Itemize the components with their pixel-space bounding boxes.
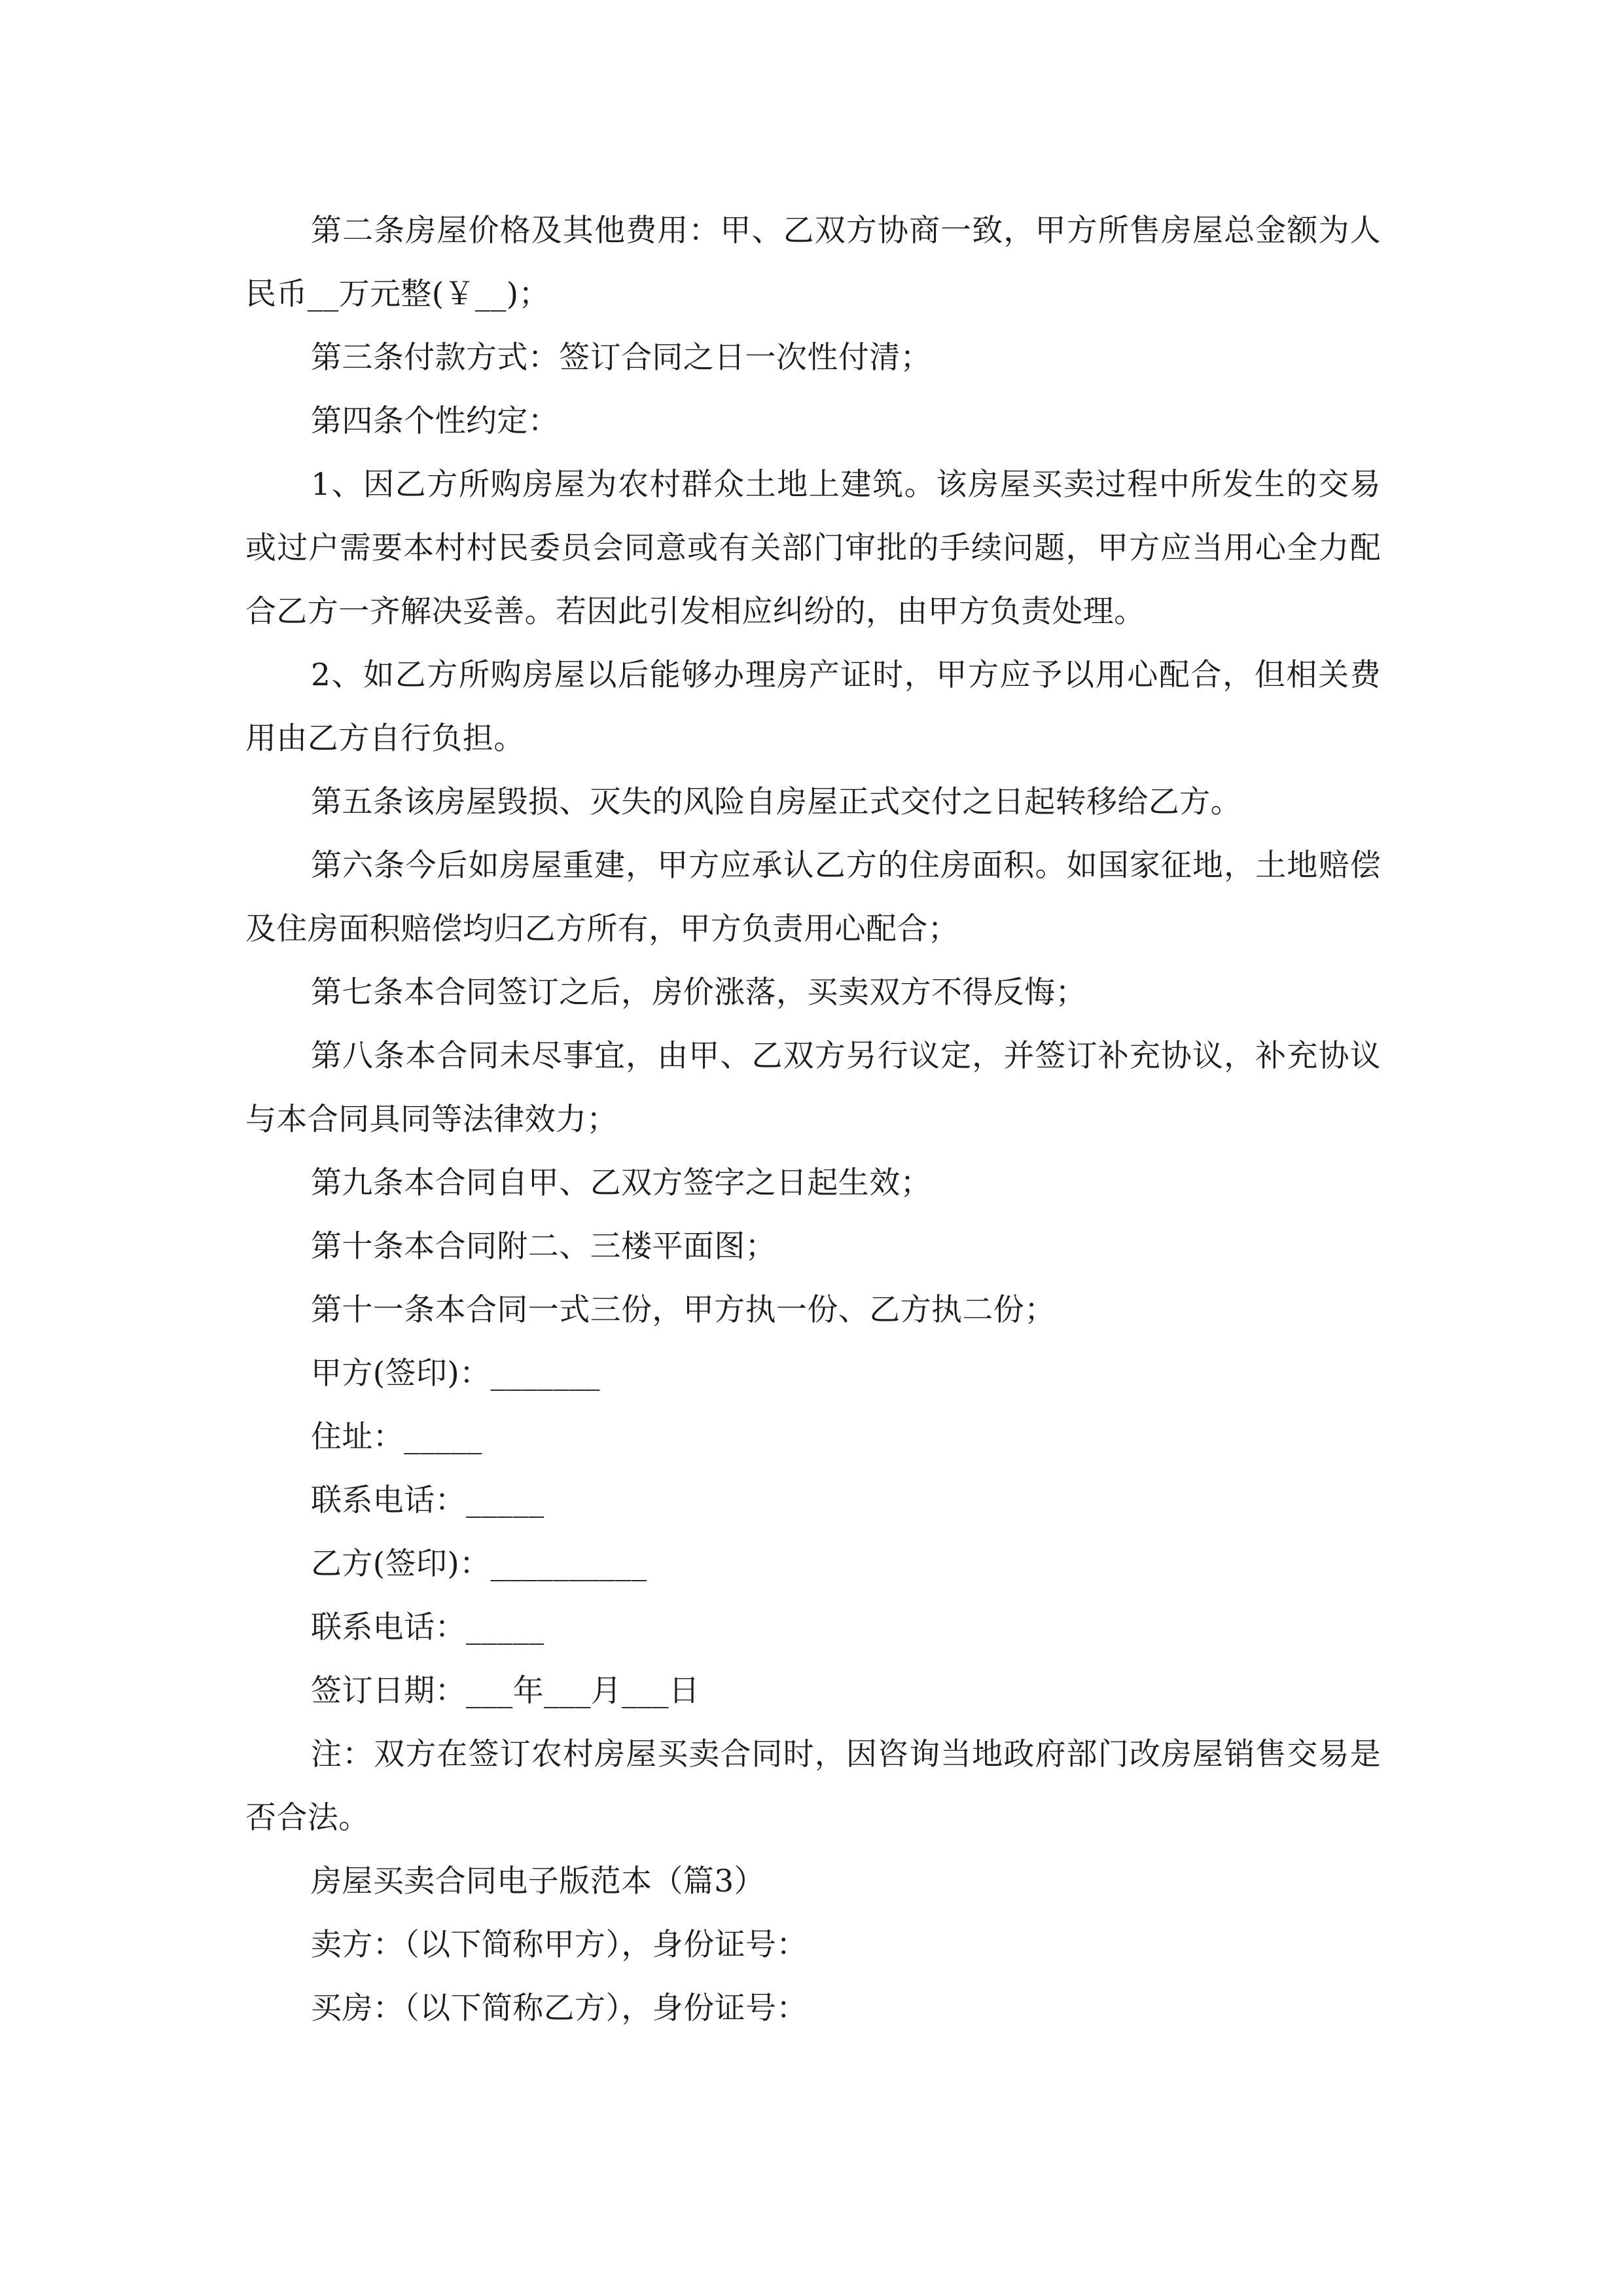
seller-line: 卖方：（以下简称甲方），身份证号： [311,1927,808,1963]
clause-6-rebuild: 第六条今后如房屋重建，甲方应承认乙方的住房面积。如国家征地，土地赔偿及住房面积赔偿均归乙方所有，甲方负责用心配合； [245,848,1381,947]
buyer-line: 买房：（以下简称乙方），身份证号： [311,1990,808,2026]
clause-4-heading: 第四条个性约定： [311,403,560,439]
clause-4-item-2: 2、如乙方所购房屋以后能够办理房产证时，甲方应予以用心配合，但相关费用由乙方自行负担。 [245,657,1381,757]
document-body [245,199,1381,2040]
clause-9-effective: 第九条本合同自甲、乙双方签字之日起生效； [311,1165,931,1201]
phone-line-a: 联系电话：_____ [311,1482,544,1518]
clause-4-item-1: 1、因乙方所购房屋为农村群众土地上建筑。该房屋买卖过程中所发生的交易或过户需要本村村民委员会同意或有关部门审批的手续问题，甲方应当用心全力配合乙方一齐解决妥善。若因此引发相应纠纷的，由甲方负责处理。 [245,467,1381,630]
party-a-signature-line: 甲方(签印)：_______ [311,1355,600,1391]
section-title-part-3: 房屋买卖合同电子版范本（篇3） [311,1863,765,1899]
clause-8-supplement: 第八条本合同未尽事宜，由甲、乙双方另行议定，并签订补充协议，补充协议与本合同具同等法律效力； [245,1038,1381,1138]
clause-10-attachment: 第十条本合同附二、三楼平面图； [311,1229,776,1265]
clause-5-risk: 第五条该房屋毁损、灭失的风险自房屋正式交付之日起转移给乙方。 [311,784,1241,820]
party-b-signature-line: 乙方(签印)：__________ [311,1546,647,1582]
address-line: 住址：_____ [311,1419,482,1455]
signing-date-line: 签订日期：___年___月___日 [311,1673,700,1709]
clause-7-no-regret: 第七条本合同签订之后，房价涨落，买卖双方不得反悔； [311,975,1086,1011]
clause-11-copies: 第十一条本合同一式三份，甲方执一份、乙方执二份； [311,1292,1056,1328]
clause-2-price: 第二条房屋价格及其他费用：甲、乙双方协商一致，甲方所售房屋总金额为人民币__万元整(￥__)； [245,213,1381,312]
clause-3-payment: 第三条付款方式：签订合同之日一次性付清； [311,340,931,376]
phone-line-b: 联系电话：_____ [311,1609,544,1645]
note-paragraph: 注：双方在签订农村房屋买卖合同时，因咨询当地政府部门改房屋销售交易是否合法。 [245,1736,1381,1836]
